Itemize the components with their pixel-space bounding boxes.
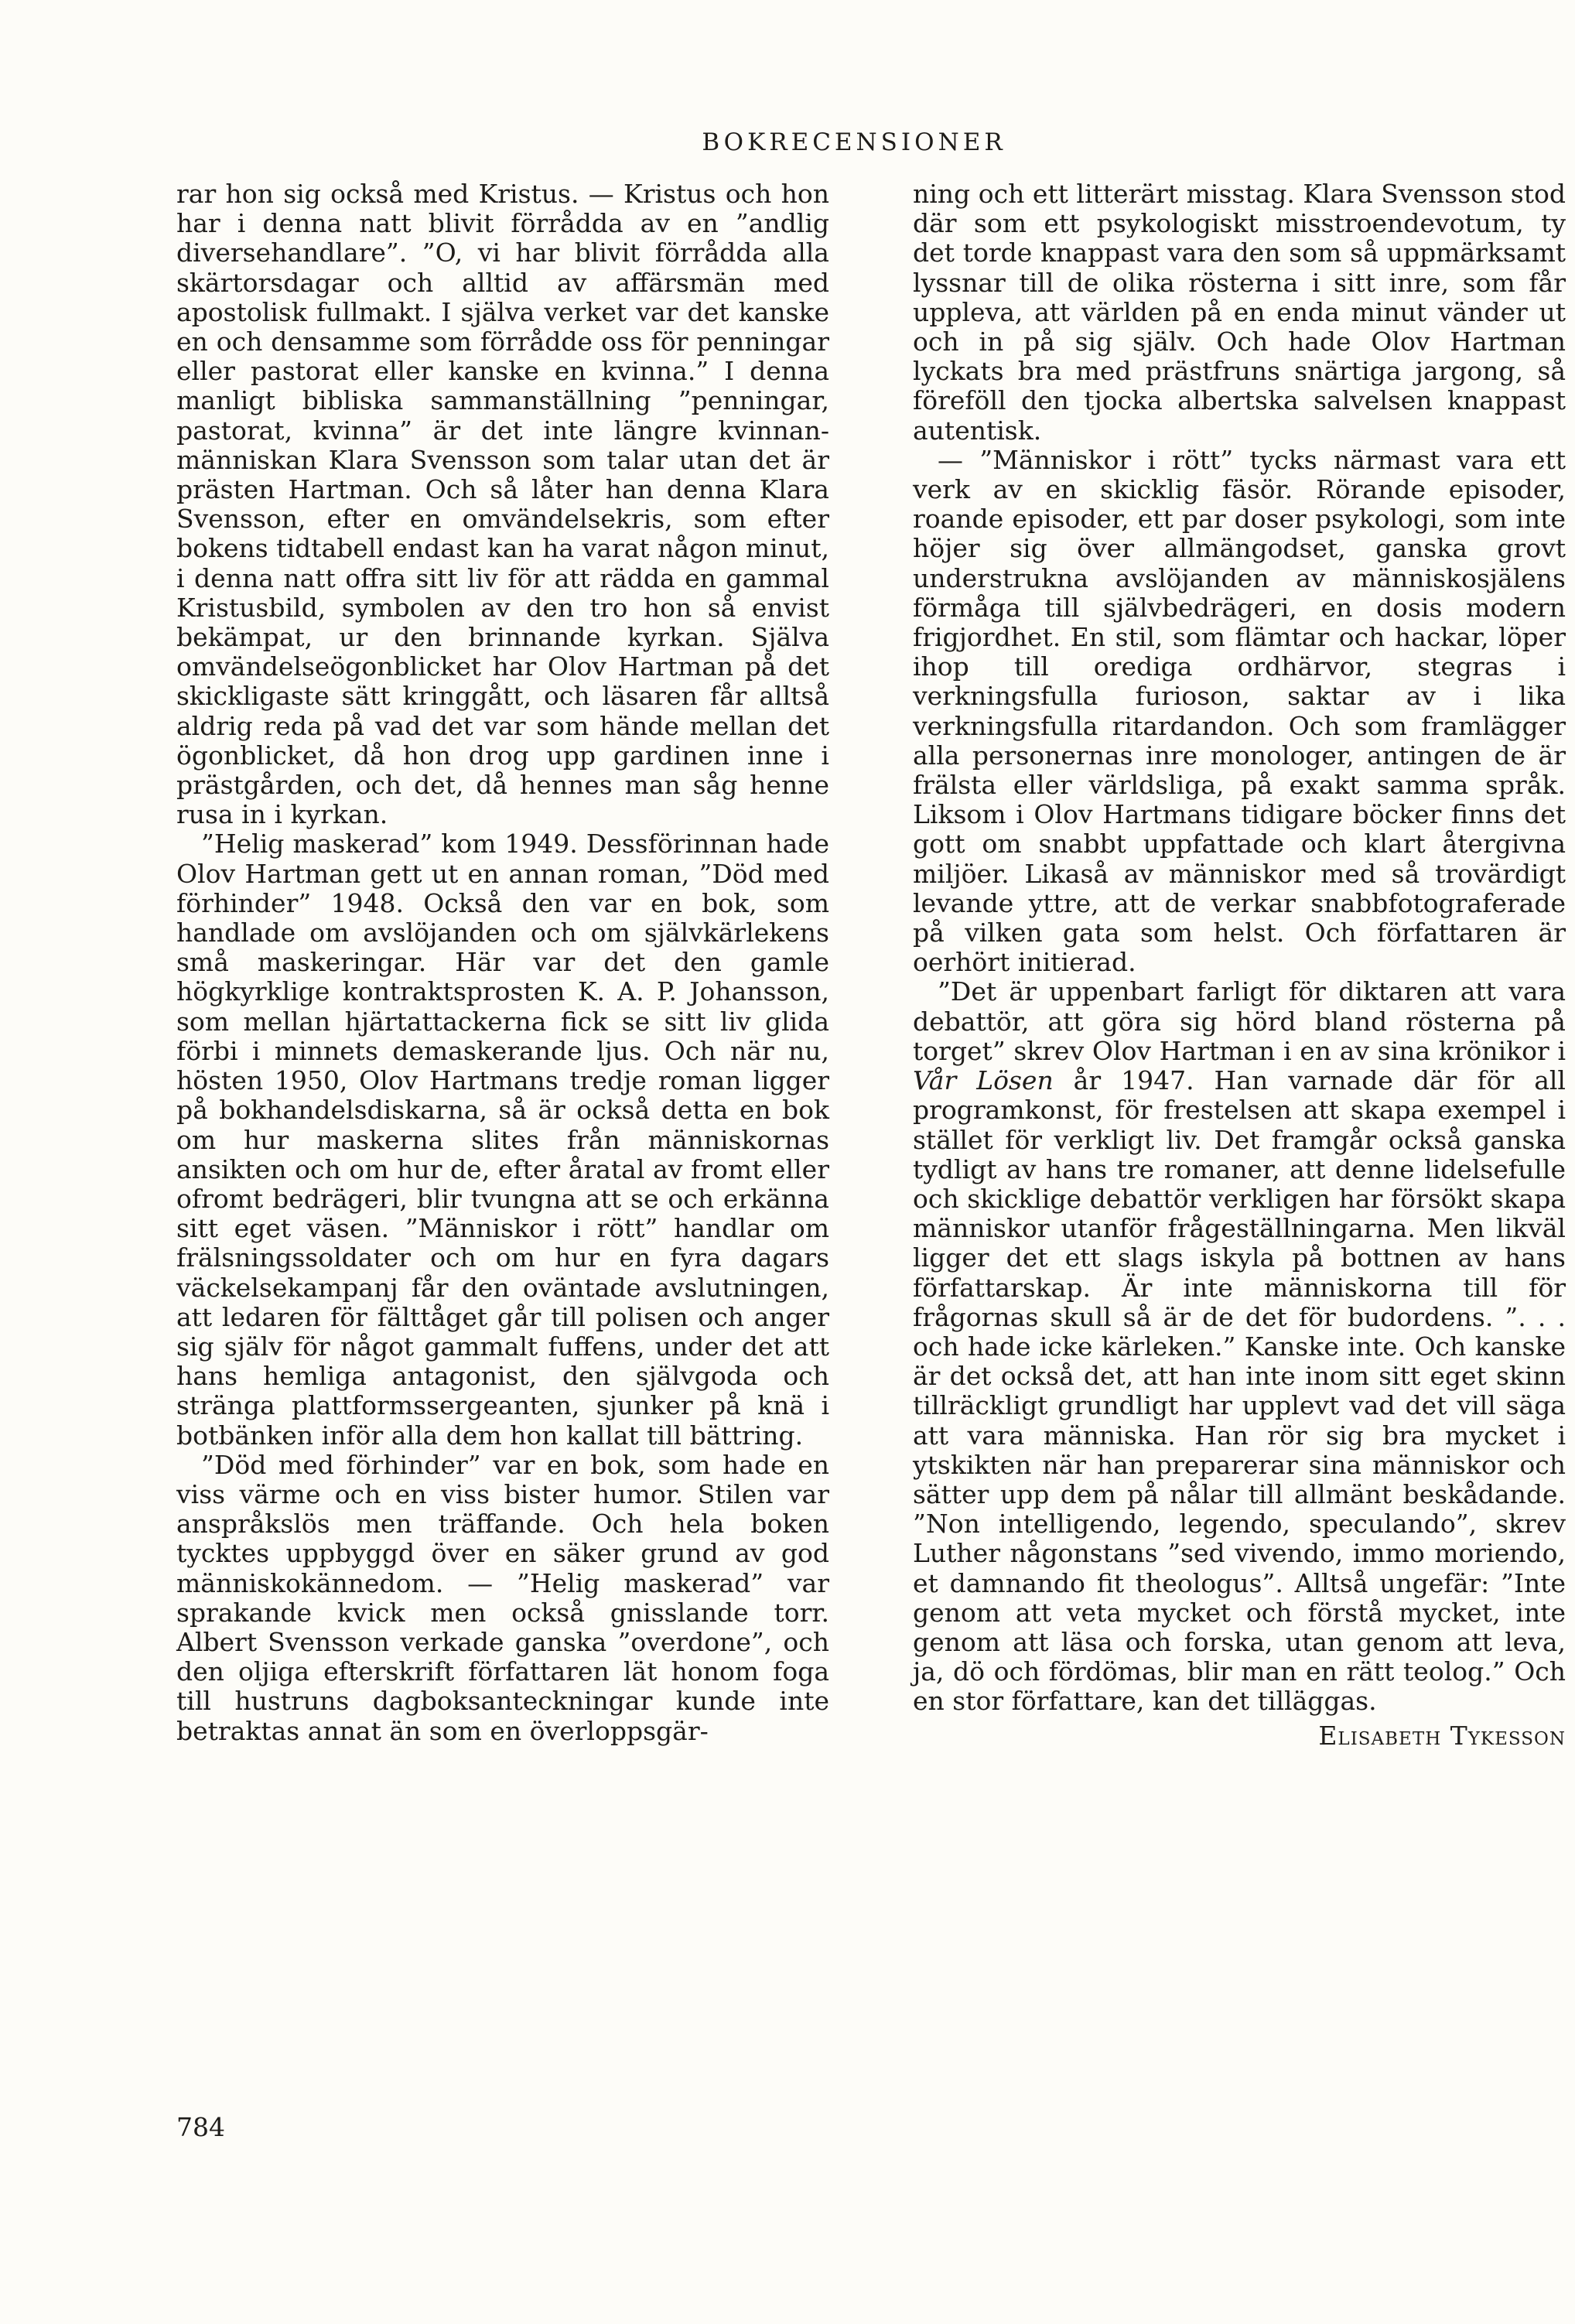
publication-title: Vår Lösen: [913, 1065, 1054, 1096]
left-column: [176, 179, 829, 1746]
paragraph-text-after-title: år 1947. Han varnade där för all programkonst, för frestelsen att skapa exempel i stället för verkligt liv. Det framgår också ganska tydligt av hans tre romaner, att denne lidelsefulle och skicklige debattör verkligen har försökt skapa människor utanför frågeställningarna. Men likväl ligger det ett slags iskyla på bottnen av hans författarskap. Är inte människorna till för frågornas skull så är de det för budordens. ”. . . och hade icke kärleken.” Kanske inte. Och kanske är det också det, att han inte inom sitt eget skinn tillräckligt grundligt har upplevt vad det vill säga att vara människa. Han rör sig bra mycket i ytskikten när han preparerar sina människor och sätter upp dem på nålar till allmänt beskådande. ”Non intelligendo, legendo, speculando”, skrev Luther någonstans ”sed vivendo, immo moriendo, et damnando fit theologus”. Alltså ungefär: ”Inte genom att veta mycket och förstå mycket, inte genom att läsa och forska, utan genom att leva, ja, dö och fördömas, blir man en rätt teolog.” Och en stor författare, kan det tilläggas.: [913, 1065, 1566, 1717]
running-title: BOKRECENSIONER: [702, 128, 1006, 156]
left-paragraph-1: rar hon sig också med Kristus. — Kristus och hon har i denna natt blivit förrådda av en ”andlig diversehandlare”. ”O, vi har blivit förrådda alla skärtorsdagar och alltid av affärsmän med apostolisk fullmakt. I själva verket var det kanske en och densamme som förrådde oss för penningar eller pastorat eller kanske en kvinna.” I denna manligt bibliska sammanställning ”penningar, pastorat, kvinna” är det inte längre kvinnan-människan Klara Svensson som talar utan det är prästen Hartman. Och så låter han denna Klara Svensson, efter en omvändelsekris, som efter bokens tidtabell endast kan ha varat någon minut, i denna natt offra sitt liv för att rädda en gammal Kristusbild, symbolen av den tro hon så envist bekämpat, ur den brinnande kyrkan. Själva omvändelseögonblicket har Olov Hartman på det skickligaste sätt kringgått, och läsaren får alltså aldrig reda på vad det var som hände mellan det ögonblicket, då hon drog upp gardinen inne i prästgården, och det, då hennes man såg henne rusa in i kyrkan.: [176, 179, 829, 830]
right-paragraph-1: ning och ett litterärt misstag. Klara Svensson stod där som ett psykologiskt misstroendevotum, ty det torde knappast vara den som så uppmärksamt lyssnar till de olika rösterna i sitt inre, som får uppleva, att världen på en enda minut vänder ut och in på sig själv. Och hade Olov Hartman lyckats bra med prästfruns snärtiga jargong, så föreföll den tjocka albertska salvelsen knappast autentisk.: [913, 179, 1566, 446]
right-paragraph-2: — ”Människor i rött” tycks närmast vara ett verk av en skicklig fäsör. Rörande episoder, roande episoder, ett par doser psykologi, som inte höjer sig över allmängodset, ganska grovt understrukna avslöjanden av människosjälens förmåga till självbedrägeri, en dosis modern frigjordhet. En stil, som flämtar och hackar, löper ihop till orediga ordhärvor, stegras i verkningsfulla furioson, saktar av i lika verkningsfulla ritardandon. Och som framlägger alla personernas inre monologer, antingen de är frälsta eller världsliga, på exakt samma språk. Liksom i Olov Hartmans tidigare böcker finns det gott om snabbt uppfattade och klart återgivna miljöer. Likaså av människor med så trovärdigt levande yttre, att de verkar snabbfotograferade på vilken gata som helst. Och författaren är oerhört initierad.: [913, 444, 1566, 978]
paragraph-text-before-title: ”Det är uppenbart farligt för diktaren att vara debattör, att göra sig hörd bland rösterna på torget” skrev Olov Hartman i en av sina krönikor i: [913, 976, 1566, 1066]
page-number: 784: [176, 2112, 225, 2142]
left-paragraph-3: ”Död med förhinder” var en bok, som hade en viss värme och en viss bister humor. Stilen var anspråkslös men träffande. Och hela boken tycktes uppbyggd över en säker grund av god människokännedom. — ”Helig maskerad” var sprakande kvick men också gnisslande torr. Albert Svensson verkade ganska ”overdone”, och den oljiga efterskrift författaren lät honom foga till hustruns dagboksanteckningar kunde inte betraktas annat än som en överloppsgär-: [176, 1449, 829, 1746]
right-column: [913, 179, 1566, 1751]
left-paragraph-2: ”Helig maskerad” kom 1949. Dessförinnan hade Olov Hartman gett ut en annan roman, ”Död med förhinder” 1948. Också den var en bok, som handlade om avslöjanden och om självkärlekens små maskeringar. Här var det den gamle högkyrklige kontraktsprosten K. A. P. Johansson, som mellan hjärtattackerna fick se sitt liv glida förbi i minnets demaskerande ljus. Och när nu, hösten 1950, Olov Hartmans tredje roman ligger på bokhandelsdiskarna, så är också detta en bok om hur maskerna slites från människornas ansikten och om hur de, efter åratal av fromt eller ofromt bedrägeri, blir tvungna att se och erkänna sitt eget väsen. ”Människor i rött” handlar om frälsningssoldater och om hur en fyra dagars väckelsekampanj får den oväntade avslutningen, att ledaren för fälttåget går till polisen och anger sig själv för något gammalt fuffens, under det att hans hemliga antagonist, den självgoda och stränga plattformssergeanten, sjunker på knä i botbänken inför alla dem hon kallat till bättring.: [176, 829, 829, 1451]
author-signature: Elisabeth Tykesson: [1318, 1720, 1566, 1751]
right-paragraph-3: [913, 977, 1566, 1716]
